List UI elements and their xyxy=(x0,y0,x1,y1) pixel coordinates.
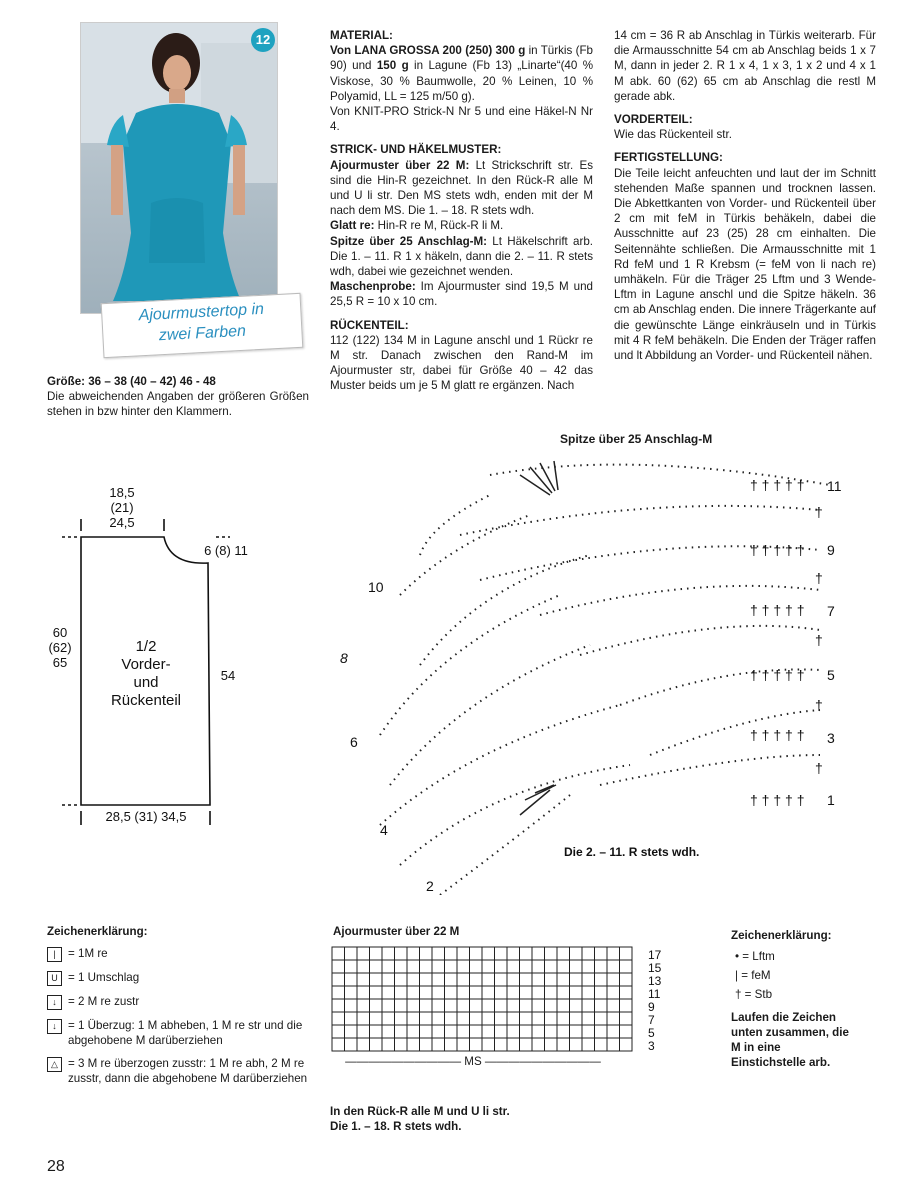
gauge-paragraph: Maschenprobe: Im Ajourmuster sind 19,5 M und 25,5 R = 10 x 10 cm. xyxy=(330,280,593,309)
dim-length: 60 xyxy=(52,625,68,640)
chart-row-label: 13 xyxy=(648,974,662,988)
chart-row-label: 11 xyxy=(648,987,661,1001)
sc-legend: | = feM xyxy=(735,969,771,982)
svg-text:†: † xyxy=(815,504,823,520)
back-title: RÜCKENTEIL: xyxy=(330,318,409,332)
svg-text:†: † xyxy=(815,632,823,648)
spitze-paragraph: Spitze über 25 Anschlag-M: Lt Häkelschrift arb. Die 1. – 11. R 1 x häkeln, dann die 2. – 11. R stets wdh, dabei wie gezeichnet wenden. xyxy=(330,234,593,279)
front-title: VORDERTEIL: xyxy=(614,113,693,127)
back-text: 112 (122) 134 M in Lagune anschl und 1 Rückr re M str. Danach zwischen den Rand-M im Ajourmuster str, dabei für Größe 40 – 42 das Muster beids um je 5 M glatt re ergänzen. Nach xyxy=(330,333,593,393)
chain-legend: • = Lftm xyxy=(735,950,775,963)
sk2p-symbol: △ xyxy=(47,1057,62,1072)
product-photo xyxy=(80,22,278,314)
legend-item: | = 1M re xyxy=(47,946,317,962)
dim-width: 28,5 (31) 34,5 xyxy=(105,809,187,824)
row-label: 7 xyxy=(827,603,835,619)
caption-line: Ajourmustertop in xyxy=(138,300,265,325)
chart-row-label: 17 xyxy=(648,948,662,962)
ajour-paragraph: Ajourmuster über 22 M: Lt Strickschrift str. Es sind die Hin-R gezeichnet. In den Rück-R alle M und U li str. Den MS stets wdh, enden mit der M nach dem MS. Die 1. – 18. R stets wdh. xyxy=(330,158,593,218)
legend-item: ↓ = 2 M re zustr xyxy=(47,994,317,1010)
piece-label: 1/2 xyxy=(135,638,157,655)
legend-item: ↓ = 1 Überzug: 1 M abheben, 1 M re str und die abgehobene M darüberziehen xyxy=(47,1018,317,1048)
row-label: 11 xyxy=(827,478,842,494)
chart-notes xyxy=(330,1104,630,1134)
row-label: 6 xyxy=(350,734,358,750)
dc-legend: † = Stb xyxy=(735,988,773,1001)
caption-line: zwei Farben xyxy=(158,322,247,345)
garment-schematic xyxy=(40,475,310,835)
legend-item: △ = 3 M re überzogen zusstr: 1 M re abh, 2 M re zusstr, dann die abgehobene M darüberziehen xyxy=(47,1056,317,1086)
front-text: Wie das Rückenteil str. xyxy=(614,128,732,142)
yarn-over-symbol: U xyxy=(47,971,62,986)
glatt-paragraph: Glatt re: Hin-R re M, Rück-R li M. xyxy=(330,219,504,233)
chart-row-label: 3 xyxy=(648,1039,655,1053)
svg-text:† † † † †: † † † † † xyxy=(750,792,805,808)
chart-title: Ajourmuster über 22 M xyxy=(333,925,460,938)
crochet-legend xyxy=(731,928,851,1070)
svg-text:† † † † †: † † † † † xyxy=(750,602,805,618)
material-text: Von LANA GROSSA 200 (250) 300 g in Türkis (Fb 90) und 150 g in Lagune (Fb 13) „Linarte“(40 % Viskose, 30 % Baumwolle, 20 % Leinen, 10 % Polyamid, LL = 125 m/50 g). xyxy=(330,44,594,103)
page-number: 28 xyxy=(47,1158,65,1175)
finishing-text: Die Teile leicht anfeuchten und laut der im Schnitt stehenden Maße spannen und trocknen lassen. Die Abkettkanten von Vorder- und Rückenteil über 2 cm mit feM in Türkis behäkeln, dabei die Ausschnitte auf 23 (25) 28 cm einhalten. Die Seitennähte schließen. Die Armausschnitte mit 1 Rd feM und 1 R Krebsm (= feM von li nach re) umhäkeln. Für die Träger 25 Lftm und 3 Wende-Lftm in Lagune anschl und die Spitze häkeln. 36 cm ab Anschlag enden. Die innere Trägerkante auf die gewünschte Länge einkräuseln und in Türkis mit 4 R feM behäkeln. Die Enden der Träger raffen und lt Abbildung an Vorder- und Rückenteil nähen. xyxy=(614,166,876,363)
row-label: 2 xyxy=(426,878,434,894)
svg-text:† † † † †: † † † † † xyxy=(750,542,805,558)
dim-top: (21) xyxy=(110,500,134,515)
svg-text:†: † xyxy=(815,760,823,776)
knit-legend xyxy=(47,925,317,1094)
legend-title: Zeichenerklärung: xyxy=(47,925,148,938)
chart-row-label: 7 xyxy=(648,1013,655,1027)
row-label: 10 xyxy=(368,579,384,595)
row-label: 5 xyxy=(827,667,835,683)
dim-top: 24,5 xyxy=(109,515,135,530)
size-info xyxy=(47,374,309,420)
row-label: 8 xyxy=(340,650,348,666)
dim-side: 54 xyxy=(220,668,236,683)
chart-note: Die 1. – 18. R stets wdh. xyxy=(330,1120,462,1134)
model-illustration xyxy=(81,23,277,313)
row-label: 9 xyxy=(827,542,835,558)
crochet-chart xyxy=(330,455,890,895)
ssk-symbol: ↓ xyxy=(47,1019,62,1034)
chart-row-label: 5 xyxy=(648,1026,655,1040)
back-continued-text: 14 cm = 36 R ab Anschlag in Türkis weiterarb. Für die Armausschnitte 54 cm ab Anschlag beids 1 x 7 M, dann in jeder 2. R 1 x 4, 1 x 3, 1 x 2 und 4 x 1 M abk. 60 (62) 65 cm ab Anschlag die restl M gerade abk. xyxy=(614,29,876,103)
knit-symbol: | xyxy=(47,947,62,962)
crochet-title: Spitze über 25 Anschlag-M xyxy=(560,432,713,446)
chart-row-label: 15 xyxy=(648,961,662,975)
dim-length: 65 xyxy=(52,655,68,670)
knit-chart xyxy=(330,945,670,1055)
svg-text:† † † † †: † † † † † xyxy=(750,727,805,743)
chart-note: In den Rück-R alle M und U li str. xyxy=(330,1105,510,1118)
row-label: 1 xyxy=(827,792,835,808)
k2tog-symbol: ↓ xyxy=(47,995,62,1010)
size-label: Größe: 36 – 38 (40 – 42) 46 - 48 xyxy=(47,375,216,388)
column-material xyxy=(330,28,593,394)
svg-text:† † † † †: † † † † † xyxy=(750,477,805,493)
svg-text:†: † xyxy=(815,570,823,586)
dim-top: 18,5 xyxy=(109,485,135,500)
row-label: 4 xyxy=(380,822,388,838)
legend-note: Laufen die Zeichen unten zusammen, die M in eine Einstichstelle arb. xyxy=(731,1011,849,1069)
item-number-badge: 12 xyxy=(251,28,275,52)
ms-marker: —————————— MS —————————— xyxy=(345,1055,601,1068)
dim-length: (62) xyxy=(48,640,72,655)
pattern-title: STRICK- UND HÄKELMUSTER: xyxy=(330,143,502,157)
legend-item: U = 1 Umschlag xyxy=(47,970,317,986)
piece-label: Rückenteil xyxy=(110,692,182,709)
legend-title: Zeichenerklärung: xyxy=(731,929,832,942)
column-finishing xyxy=(614,28,876,363)
crochet-note: Die 2. – 11. R stets wdh. xyxy=(564,845,700,859)
svg-text:† † † † †: † † † † † xyxy=(750,667,805,683)
dim-armhole: 6 (8) 11 xyxy=(204,543,248,558)
needles-text: Von KNIT-PRO Strick-N Nr 5 und eine Häkel-N Nr 4. xyxy=(330,105,593,134)
piece-label: und xyxy=(133,674,159,691)
material-title: MATERIAL: xyxy=(330,29,393,42)
photo-caption xyxy=(101,293,304,358)
piece-label: Vorder- xyxy=(121,656,171,673)
svg-text:†: † xyxy=(815,697,823,713)
finishing-title: FERTIGSTELLUNG: xyxy=(614,151,723,165)
row-label: 3 xyxy=(827,730,835,746)
chart-row-label: 9 xyxy=(648,1000,655,1014)
size-text: Die abweichenden Angaben der größeren Größen stehen in bzw hinter den Klammern. xyxy=(47,390,309,419)
